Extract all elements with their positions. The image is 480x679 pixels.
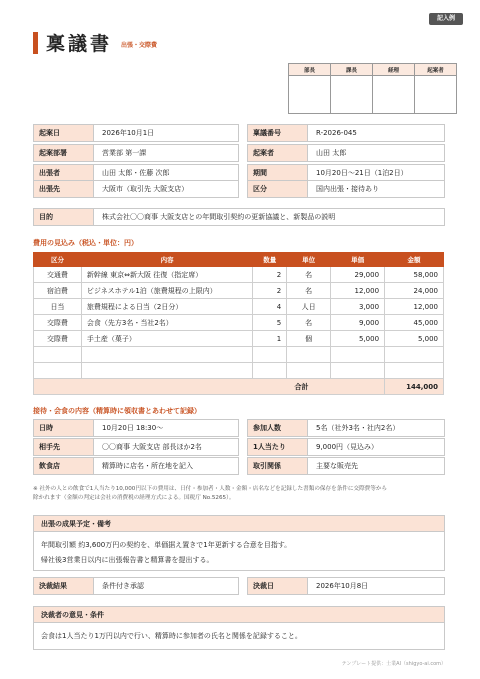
field-label: 目的 [34, 209, 94, 225]
costs-section-title: 費用の見込み（税込・単位：円） [33, 239, 138, 247]
field-label: 起案者 [248, 145, 308, 161]
field-value[interactable]: 10月20日 18:30〜 [94, 420, 238, 436]
cell-unit[interactable] [287, 347, 331, 363]
field-label: 稟議番号 [248, 125, 308, 141]
costs-header-amount: 金額 [385, 253, 444, 267]
table-row [34, 283, 444, 299]
cell-unit[interactable]: 人日 [287, 299, 331, 315]
field-label: 相手先 [34, 439, 94, 455]
field-label: 参加人数 [248, 420, 308, 436]
field-value[interactable]: R-2026-045 [308, 125, 444, 141]
cell-content[interactable]: 手土産（菓子） [81, 331, 252, 347]
cell-category[interactable] [34, 347, 82, 363]
field-label: 決裁日 [248, 578, 308, 594]
field-value[interactable]: 2026年10月1日 [94, 125, 238, 141]
title-accent-bar [33, 32, 38, 54]
field-value[interactable]: 10月20日〜21日（1泊2日） [308, 165, 444, 181]
costs-header-unit: 単位 [287, 253, 331, 267]
cell-qty[interactable] [253, 347, 287, 363]
field-value[interactable]: 条件付き承認 [94, 578, 238, 594]
approval-stamp-cell[interactable] [415, 76, 457, 114]
cell-price[interactable]: 5,000 [331, 331, 385, 347]
cell-content[interactable]: 新幹線 東京⇔新大阪 往復（指定席） [81, 267, 252, 283]
cell-qty[interactable] [253, 363, 287, 379]
field-label: 期間 [248, 165, 308, 181]
table-row [34, 331, 444, 347]
cell-price[interactable] [331, 347, 385, 363]
table-row [34, 347, 444, 363]
field-category [247, 180, 445, 198]
approval-stamp-cell[interactable] [289, 76, 331, 114]
entertainment-section-title: 接待・会食の内容（精算時に領収書とあわせて記録） [33, 407, 201, 415]
tax-note-line: ※ 社外の人との飲食で1人当たり10,000円以下の費用は、日付・参加者・人数・金額・店名などを記録した書類の保存を条件に交際費等から [33, 486, 388, 492]
cell-unit[interactable]: 名 [287, 315, 331, 331]
field-value[interactable]: 主要な販売先 [308, 458, 444, 474]
field-value[interactable]: 株式会社〇〇商事 大阪支店との年間取引契約の更新協議と、新製品の説明 [94, 209, 444, 225]
tax-note-line: 除かれます（金額の判定は会社の消費税の経理方式による。国税庁 No.5265）。 [33, 495, 235, 501]
cell-amount[interactable]: 45,000 [385, 315, 444, 331]
cell-qty[interactable]: 5 [253, 315, 287, 331]
field-label: 取引関係 [248, 458, 308, 474]
approval-header-accounting: 経理 [373, 64, 415, 76]
table-row [34, 315, 444, 331]
outcome-box [33, 515, 445, 571]
cell-price[interactable]: 12,000 [331, 283, 385, 299]
costs-header-category: 区分 [34, 253, 82, 267]
field-label: 起案部署 [34, 145, 94, 161]
field-purpose [33, 208, 445, 226]
cell-qty[interactable]: 4 [253, 299, 287, 315]
approval-header-manager: 部長 [289, 64, 331, 76]
field-decision-date [247, 577, 445, 595]
opinion-title: 決裁者の意見・条件 [34, 607, 444, 623]
field-label: 出張者 [34, 165, 94, 181]
field-value[interactable]: 国内出張・接待あり [308, 181, 444, 197]
cell-content[interactable]: 会食（先方3名・当社2名） [81, 315, 252, 331]
cell-amount[interactable]: 5,000 [385, 331, 444, 347]
cell-amount[interactable]: 58,000 [385, 267, 444, 283]
sample-badge: 記入例 [429, 13, 463, 25]
outcome-line: 年間取引額 約3,600万円の契約を、単価据え置きで1年更新する合意を目指す。 [41, 541, 292, 549]
field-attendees [247, 419, 445, 437]
page-subtitle: 出張・交際費 [121, 42, 158, 49]
cell-amount[interactable] [385, 363, 444, 379]
cell-category[interactable]: 宿泊費 [34, 283, 82, 299]
table-row [34, 363, 444, 379]
cell-content[interactable] [81, 363, 252, 379]
cell-category[interactable]: 交通費 [34, 267, 82, 283]
cell-price[interactable] [331, 363, 385, 379]
cell-price[interactable]: 3,000 [331, 299, 385, 315]
cell-unit[interactable]: 個 [287, 331, 331, 347]
field-value[interactable]: 〇〇商事 大阪支店 部長ほか2名 [94, 439, 238, 455]
field-venue [33, 457, 239, 475]
costs-header-price: 単価 [331, 253, 385, 267]
cell-category[interactable]: 交際費 [34, 331, 82, 347]
cell-content[interactable] [81, 347, 252, 363]
field-label: 決裁結果 [34, 578, 94, 594]
cell-unit[interactable]: 名 [287, 267, 331, 283]
cell-price[interactable]: 9,000 [331, 315, 385, 331]
field-destination [33, 180, 239, 198]
cell-unit[interactable] [287, 363, 331, 379]
cell-amount[interactable] [385, 347, 444, 363]
total-label: 合計 [34, 379, 385, 395]
cell-qty[interactable]: 2 [253, 267, 287, 283]
field-value[interactable]: 5名（社外3名・社内2名） [308, 420, 444, 436]
outcome-title: 出張の成果予定・備考 [34, 516, 444, 532]
approval-header-section-chief: 課長 [331, 64, 373, 76]
table-row [34, 267, 444, 283]
outcome-line: 帰社後3営業日以内に出張報告書と精算書を提出する。 [41, 556, 214, 564]
field-label: 起案日 [34, 125, 94, 141]
approval-header-drafter: 起案者 [415, 64, 457, 76]
cell-category[interactable]: 日当 [34, 299, 82, 315]
outcome-body[interactable] [34, 532, 444, 574]
field-value[interactable]: 大阪市（取引先 大阪支店） [94, 181, 238, 197]
field-label: 1人当たり [248, 439, 308, 455]
template-credit: テンプレート提供：士業AI（shigyo-ai.com） [341, 661, 446, 667]
cell-qty[interactable]: 1 [253, 331, 287, 347]
cell-content[interactable]: ビジネスホテル1泊（旅費規程の上限内） [81, 283, 252, 299]
field-value[interactable]: 9,000円（見込み） [308, 439, 444, 455]
opinion-body[interactable]: 会食は1人当たり1万円以内で行い、精算時に参加者の氏名と関係を記録すること。 [41, 632, 302, 640]
field-per-person [247, 438, 445, 456]
field-value[interactable]: 2026年10月8日 [308, 578, 444, 594]
costs-header-qty: 数量 [253, 253, 287, 267]
costs-header-content: 内容 [81, 253, 252, 267]
approval-stamp-cell[interactable] [373, 76, 415, 114]
field-approval-no [247, 124, 445, 142]
field-drafter [247, 144, 445, 162]
approval-stamp-table [288, 63, 457, 114]
cell-amount[interactable]: 12,000 [385, 299, 444, 315]
cell-price[interactable]: 29,000 [331, 267, 385, 283]
costs-table [33, 252, 444, 395]
cell-amount[interactable]: 24,000 [385, 283, 444, 299]
field-value[interactable]: 営業部 第一課 [94, 145, 238, 161]
approval-stamp-cell[interactable] [331, 76, 373, 114]
field-value[interactable]: 山田 太郎 [308, 145, 444, 161]
cell-unit[interactable]: 名 [287, 283, 331, 299]
cell-category[interactable]: 交際費 [34, 315, 82, 331]
total-row [34, 379, 444, 395]
cell-qty[interactable]: 2 [253, 283, 287, 299]
field-label: 飲食店 [34, 458, 94, 474]
field-decision-result [33, 577, 239, 595]
field-label: 出張先 [34, 181, 94, 197]
field-datetime [33, 419, 239, 437]
field-value[interactable]: 山田 太郎・佐藤 次郎 [94, 165, 238, 181]
field-value[interactable]: 精算時に店名・所在地を記入 [94, 458, 238, 474]
field-label: 日時 [34, 420, 94, 436]
tax-note [33, 485, 445, 503]
table-row [34, 299, 444, 315]
page-title: 稟議書 [46, 33, 113, 55]
field-drafted-date [33, 124, 239, 142]
cell-content[interactable]: 旅費規程による日当（2日分） [81, 299, 252, 315]
field-label: 区分 [248, 181, 308, 197]
total-value: 144,000 [385, 379, 444, 395]
field-relation [247, 457, 445, 475]
field-department [33, 144, 239, 162]
field-partner [33, 438, 239, 456]
cell-category[interactable] [34, 363, 82, 379]
opinion-box [33, 606, 445, 650]
